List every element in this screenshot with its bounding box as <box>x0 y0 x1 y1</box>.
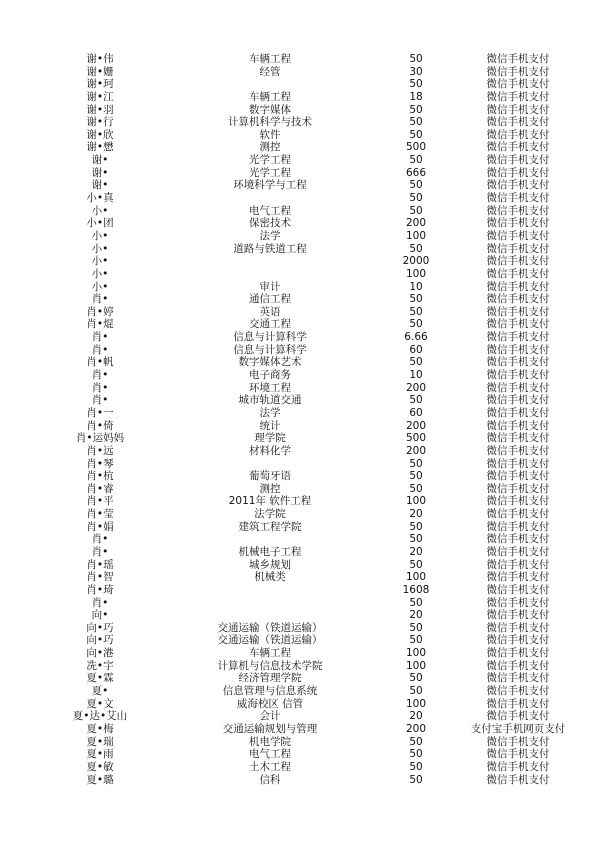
major-cell: 2011年 软件工程 <box>228 495 312 508</box>
amount-cell: 2000 <box>402 255 430 268</box>
amount-cell: 50 <box>409 103 423 116</box>
major-cell <box>170 458 370 471</box>
amount-cell: 50 <box>409 305 423 318</box>
major-cell: 计算机与信息技术学院 <box>217 659 323 672</box>
donor-name-cell: 夏•璐 <box>86 773 114 786</box>
amount-cell: 60 <box>409 406 423 419</box>
donor-name-cell: 肖•婷 <box>86 305 114 318</box>
payment-method-cell: 微信手机支付 <box>486 697 550 710</box>
table-row <box>0 483 600 496</box>
table-row <box>0 584 600 597</box>
payment-method-cell: 微信手机支付 <box>486 444 550 457</box>
table-row <box>0 344 600 357</box>
major-cell: 法学院 <box>254 508 286 521</box>
table-row <box>0 634 600 647</box>
amount-cell: 50 <box>409 242 423 255</box>
amount-cell: 50 <box>409 116 423 129</box>
table-row <box>0 710 600 723</box>
amount-cell: 200 <box>405 722 427 735</box>
major-cell: 交通运输（铁道运输） <box>217 621 323 634</box>
table-row <box>0 521 600 534</box>
amount-cell: 100 <box>405 229 427 242</box>
major-cell: 车辆工程 <box>249 647 291 660</box>
amount-cell: 100 <box>405 647 427 660</box>
table-row <box>0 217 600 230</box>
major-cell <box>170 78 370 91</box>
donor-name-cell: 肖•平 <box>86 495 114 508</box>
donor-name-cell: 肖• <box>91 369 109 382</box>
major-cell: 葡萄牙语 <box>249 470 291 483</box>
amount-cell: 50 <box>409 179 423 192</box>
major-cell: 保密技术 <box>249 217 291 230</box>
donor-name-cell: 谢•懋 <box>86 141 114 154</box>
major-cell: 环境科学与工程 <box>233 179 307 192</box>
major-cell: 机械类 <box>254 571 286 584</box>
donor-name-cell: 谢• <box>91 154 109 167</box>
amount-cell: 50 <box>409 356 423 369</box>
amount-cell: 50 <box>409 482 423 495</box>
payment-method-cell: 微信手机支付 <box>486 533 550 546</box>
payment-method-cell: 微信手机支付 <box>486 318 550 331</box>
donor-name-cell: 肖•倚 <box>86 419 114 432</box>
amount-cell: 18 <box>409 90 423 103</box>
donor-name-cell: 肖•莹 <box>86 508 114 521</box>
payment-method-cell: 微信手机支付 <box>486 331 550 344</box>
table-row <box>0 356 600 369</box>
payment-method-cell: 微信手机支付 <box>486 204 550 217</box>
major-cell: 信息与计算科学 <box>233 331 307 344</box>
table-row <box>0 129 600 142</box>
table-row <box>0 154 600 167</box>
payment-method-cell: 微信手机支付 <box>486 293 550 306</box>
major-cell: 理学院 <box>254 432 286 445</box>
donor-name-cell: 肖•焜 <box>86 318 114 331</box>
payment-method-cell: 微信手机支付 <box>486 760 550 773</box>
amount-cell: 50 <box>409 596 423 609</box>
payment-method-cell: 微信手机支付 <box>486 305 550 318</box>
amount-cell: 50 <box>409 621 423 634</box>
payment-method-cell: 微信手机支付 <box>486 394 550 407</box>
payment-method-cell: 微信手机支付 <box>486 381 550 394</box>
amount-cell: 100 <box>405 495 427 508</box>
amount-cell: 50 <box>409 204 423 217</box>
amount-cell: 50 <box>409 293 423 306</box>
donor-name-cell: 肖•琦 <box>86 583 114 596</box>
table-row <box>0 369 600 382</box>
donor-name-cell: 向•港 <box>86 647 114 660</box>
donor-name-cell: 夏•敏 <box>86 760 114 773</box>
major-cell <box>170 533 370 546</box>
payment-method-cell: 微信手机支付 <box>486 634 550 647</box>
payment-method-cell: 微信手机支付 <box>486 229 550 242</box>
major-cell: 经济管理学院 <box>238 672 302 685</box>
donation-table <box>0 53 600 786</box>
payment-method-cell: 微信手机支付 <box>486 116 550 129</box>
table-row <box>0 609 600 622</box>
table-row <box>0 66 600 79</box>
donor-name-cell: 肖• <box>91 293 109 306</box>
payment-method-cell: 微信手机支付 <box>486 621 550 634</box>
amount-cell: 50 <box>409 53 423 65</box>
donor-name-cell: 小• <box>91 267 109 280</box>
donor-name-cell: 肖• <box>91 596 109 609</box>
payment-method-cell: 微信手机支付 <box>486 53 550 65</box>
donor-name-cell: 夏•瑞 <box>86 735 114 748</box>
major-cell: 测控 <box>259 482 281 495</box>
table-row <box>0 116 600 129</box>
donor-name-cell: 小• <box>91 242 109 255</box>
payment-method-cell: 微信手机支付 <box>486 520 550 533</box>
table-row <box>0 394 600 407</box>
major-cell: 城乡规划 <box>249 558 291 571</box>
payment-method-cell: 微信手机支付 <box>486 685 550 698</box>
major-cell: 车辆工程 <box>249 90 291 103</box>
payment-method-cell: 微信手机支付 <box>486 369 550 382</box>
donor-name-cell: 谢•姗 <box>86 65 114 78</box>
donor-name-cell: 向•巧 <box>86 621 114 634</box>
table-row <box>0 167 600 180</box>
major-cell: 软件 <box>259 128 281 141</box>
table-row <box>0 331 600 344</box>
amount-cell: 50 <box>409 760 423 773</box>
major-cell: 信息管理与信息系统 <box>222 685 318 698</box>
donor-name-cell: 肖•运妈妈 <box>75 432 125 445</box>
major-cell <box>170 597 370 610</box>
major-cell: 威海校区 信管 <box>236 697 304 710</box>
table-row <box>0 458 600 471</box>
payment-method-cell: 微信手机支付 <box>486 65 550 78</box>
payment-method-cell: 微信手机支付 <box>486 141 550 154</box>
table-row <box>0 761 600 774</box>
major-cell: 道路与铁道工程 <box>233 242 307 255</box>
amount-cell: 50 <box>409 128 423 141</box>
donor-name-cell: 夏•达•艾山 <box>72 710 128 723</box>
amount-cell: 100 <box>405 267 427 280</box>
major-cell: 英语 <box>259 305 281 318</box>
table-row <box>0 495 600 508</box>
payment-method-cell: 微信手机支付 <box>486 280 550 293</box>
amount-cell: 500 <box>405 141 427 154</box>
amount-cell: 30 <box>409 65 423 78</box>
amount-cell: 6.66 <box>404 331 428 344</box>
payment-method-cell: 微信手机支付 <box>486 583 550 596</box>
amount-cell: 50 <box>409 394 423 407</box>
donor-name-cell: 肖• <box>91 545 109 558</box>
major-cell: 建筑工程学院 <box>238 520 302 533</box>
table-row <box>0 141 600 154</box>
table-row <box>0 192 600 205</box>
donor-name-cell: 肖•娟 <box>86 520 114 533</box>
donor-name-cell: 小• <box>91 280 109 293</box>
amount-cell: 50 <box>409 520 423 533</box>
amount-cell: 50 <box>409 773 423 786</box>
table-row <box>0 571 600 584</box>
major-cell: 审计 <box>259 280 281 293</box>
table-row <box>0 230 600 243</box>
donor-name-cell: 肖•帆 <box>86 356 114 369</box>
amount-cell: 100 <box>405 659 427 672</box>
payment-method-cell: 微信手机支付 <box>486 128 550 141</box>
amount-cell: 60 <box>409 343 423 356</box>
amount-cell: 50 <box>409 192 423 205</box>
amount-cell: 50 <box>409 672 423 685</box>
amount-cell: 200 <box>405 444 427 457</box>
major-cell: 计算机科学与技术 <box>228 116 312 129</box>
donor-name-cell: 谢•羽 <box>86 103 114 116</box>
amount-cell: 10 <box>409 280 423 293</box>
major-cell: 统计 <box>259 419 281 432</box>
major-cell: 交通运输（铁道运输） <box>217 634 323 647</box>
table-row <box>0 723 600 736</box>
donor-name-cell: 夏•雨 <box>86 748 114 761</box>
amount-cell: 50 <box>409 457 423 470</box>
table-row <box>0 407 600 420</box>
donor-name-cell: 向•巧 <box>86 634 114 647</box>
payment-method-cell: 微信手机支付 <box>486 154 550 167</box>
table-row <box>0 622 600 635</box>
amount-cell: 200 <box>405 217 427 230</box>
payment-method-cell: 微信手机支付 <box>486 356 550 369</box>
table-row <box>0 685 600 698</box>
major-cell: 车辆工程 <box>249 53 291 65</box>
payment-method-cell: 微信手机支付 <box>486 217 550 230</box>
donor-name-cell: 夏•霖 <box>86 672 114 685</box>
donor-name-cell: 肖•智 <box>86 571 114 584</box>
major-cell: 机电学院 <box>249 735 291 748</box>
donor-name-cell: 谢•欣 <box>86 128 114 141</box>
payment-method-cell: 微信手机支付 <box>486 659 550 672</box>
table-row <box>0 546 600 559</box>
table-row <box>0 774 600 787</box>
payment-method-cell: 微信手机支付 <box>486 596 550 609</box>
payment-method-cell: 微信手机支付 <box>486 545 550 558</box>
major-cell: 电子商务 <box>249 369 291 382</box>
donor-name-cell: 肖•睿 <box>86 482 114 495</box>
amount-cell: 50 <box>409 78 423 91</box>
table-row <box>0 318 600 331</box>
amount-cell: 20 <box>409 545 423 558</box>
donor-name-cell: 谢•珂 <box>86 78 114 91</box>
donor-name-cell: 肖• <box>91 381 109 394</box>
major-cell: 机械电子工程 <box>238 545 302 558</box>
payment-method-cell: 支付宝手机网页支付 <box>470 722 566 735</box>
amount-cell: 500 <box>405 432 427 445</box>
amount-cell: 50 <box>409 558 423 571</box>
donor-name-cell: 肖•瑶 <box>86 558 114 571</box>
amount-cell: 50 <box>409 748 423 761</box>
table-row <box>0 104 600 117</box>
payment-method-cell: 微信手机支付 <box>486 255 550 268</box>
donor-name-cell: 肖•一 <box>86 406 114 419</box>
table-row <box>0 382 600 395</box>
table-row <box>0 53 600 66</box>
payment-method-cell: 微信手机支付 <box>486 166 550 179</box>
donor-name-cell: 冼•宇 <box>86 659 114 672</box>
major-cell: 信息与计算科学 <box>233 343 307 356</box>
amount-cell: 666 <box>405 166 427 179</box>
table-row <box>0 420 600 433</box>
payment-method-cell: 微信手机支付 <box>486 735 550 748</box>
table-row <box>0 243 600 256</box>
table-row <box>0 179 600 192</box>
payment-method-cell: 微信手机支付 <box>486 179 550 192</box>
payment-method-cell: 微信手机支付 <box>486 672 550 685</box>
amount-cell: 50 <box>409 470 423 483</box>
amount-cell: 200 <box>405 419 427 432</box>
major-cell: 电气工程 <box>249 204 291 217</box>
amount-cell: 10 <box>409 369 423 382</box>
payment-method-cell: 微信手机支付 <box>486 609 550 622</box>
payment-method-cell: 微信手机支付 <box>486 710 550 723</box>
donor-name-cell: 小• <box>91 204 109 217</box>
donor-name-cell: 夏•梅 <box>86 722 114 735</box>
amount-cell: 50 <box>409 735 423 748</box>
payment-method-cell: 微信手机支付 <box>486 508 550 521</box>
table-row <box>0 597 600 610</box>
table-row <box>0 306 600 319</box>
major-cell: 数字媒体 <box>249 103 291 116</box>
major-cell: 测控 <box>259 141 281 154</box>
amount-cell: 200 <box>405 381 427 394</box>
amount-cell: 100 <box>405 697 427 710</box>
major-cell: 光学工程 <box>249 154 291 167</box>
table-row <box>0 647 600 660</box>
payment-method-cell: 微信手机支付 <box>486 571 550 584</box>
table-row <box>0 748 600 761</box>
amount-cell: 20 <box>409 609 423 622</box>
donor-name-cell: 小•团 <box>86 217 114 230</box>
table-row <box>0 445 600 458</box>
payment-method-cell: 微信手机支付 <box>486 78 550 91</box>
donor-name-cell: 夏• <box>91 685 109 698</box>
payment-method-cell: 微信手机支付 <box>486 495 550 508</box>
table-row <box>0 533 600 546</box>
donor-name-cell: 肖•琴 <box>86 457 114 470</box>
amount-cell: 50 <box>409 533 423 546</box>
payment-method-cell: 微信手机支付 <box>486 192 550 205</box>
table-row <box>0 281 600 294</box>
major-cell <box>170 255 370 268</box>
donor-name-cell: 肖• <box>91 533 109 546</box>
donor-name-cell: 向• <box>91 609 109 622</box>
major-cell: 信科 <box>259 773 281 786</box>
major-cell: 电气工程 <box>249 748 291 761</box>
table-row <box>0 672 600 685</box>
amount-cell: 50 <box>409 154 423 167</box>
amount-cell: 20 <box>409 710 423 723</box>
donor-name-cell: 小•真 <box>86 192 114 205</box>
payment-method-cell: 微信手机支付 <box>486 482 550 495</box>
amount-cell: 50 <box>409 318 423 331</box>
amount-cell: 50 <box>409 634 423 647</box>
major-cell <box>170 268 370 281</box>
major-cell: 法学 <box>259 229 281 242</box>
payment-method-cell: 微信手机支付 <box>486 773 550 786</box>
table-row <box>0 559 600 572</box>
payment-method-cell: 微信手机支付 <box>486 470 550 483</box>
payment-method-cell: 微信手机支付 <box>486 432 550 445</box>
table-row <box>0 736 600 749</box>
major-cell: 交通运输规划与管理 <box>222 722 318 735</box>
payment-method-cell: 微信手机支付 <box>486 242 550 255</box>
donor-name-cell: 夏•文 <box>86 697 114 710</box>
table-row <box>0 470 600 483</box>
major-cell: 通信工程 <box>249 293 291 306</box>
payment-method-cell: 微信手机支付 <box>486 103 550 116</box>
donor-name-cell: 肖• <box>91 394 109 407</box>
donor-name-cell: 小• <box>91 229 109 242</box>
major-cell: 法学 <box>259 406 281 419</box>
table-row <box>0 432 600 445</box>
table-row <box>0 205 600 218</box>
donor-name-cell: 谢• <box>91 166 109 179</box>
donor-name-cell: 谢•伟 <box>86 53 114 65</box>
table-row <box>0 508 600 521</box>
payment-method-cell: 微信手机支付 <box>486 558 550 571</box>
major-cell: 会计 <box>259 710 281 723</box>
major-cell <box>170 609 370 622</box>
table-row <box>0 698 600 711</box>
payment-method-cell: 微信手机支付 <box>486 343 550 356</box>
payment-method-cell: 微信手机支付 <box>486 457 550 470</box>
major-cell: 光学工程 <box>249 166 291 179</box>
payment-method-cell: 微信手机支付 <box>486 419 550 432</box>
major-cell: 交通工程 <box>249 318 291 331</box>
donor-name-cell: 小• <box>91 255 109 268</box>
donor-name-cell: 肖• <box>91 343 109 356</box>
donor-name-cell: 肖•远 <box>86 444 114 457</box>
payment-method-cell: 微信手机支付 <box>486 267 550 280</box>
amount-cell: 1608 <box>402 583 430 596</box>
donor-name-cell: 谢•江 <box>86 90 114 103</box>
major-cell: 土木工程 <box>249 760 291 773</box>
major-cell: 材料化学 <box>249 444 291 457</box>
table-row <box>0 660 600 673</box>
donor-name-cell: 谢• <box>91 179 109 192</box>
major-cell: 城市轨道交通 <box>238 394 302 407</box>
amount-cell: 20 <box>409 508 423 521</box>
donor-name-cell: 谢•行 <box>86 116 114 129</box>
table-row <box>0 268 600 281</box>
table-row <box>0 91 600 104</box>
table-row <box>0 255 600 268</box>
donor-name-cell: 肖•杭 <box>86 470 114 483</box>
payment-method-cell: 微信手机支付 <box>486 748 550 761</box>
donor-name-cell: 肖• <box>91 331 109 344</box>
major-cell: 环境工程 <box>249 381 291 394</box>
amount-cell: 100 <box>405 571 427 584</box>
major-cell <box>170 192 370 205</box>
payment-method-cell: 微信手机支付 <box>486 406 550 419</box>
major-cell <box>170 584 370 597</box>
amount-cell: 50 <box>409 685 423 698</box>
payment-method-cell: 微信手机支付 <box>486 647 550 660</box>
major-cell: 经管 <box>259 65 281 78</box>
payment-method-cell: 微信手机支付 <box>486 90 550 103</box>
table-row <box>0 293 600 306</box>
major-cell: 数字媒体艺术 <box>238 356 302 369</box>
table-row <box>0 78 600 91</box>
